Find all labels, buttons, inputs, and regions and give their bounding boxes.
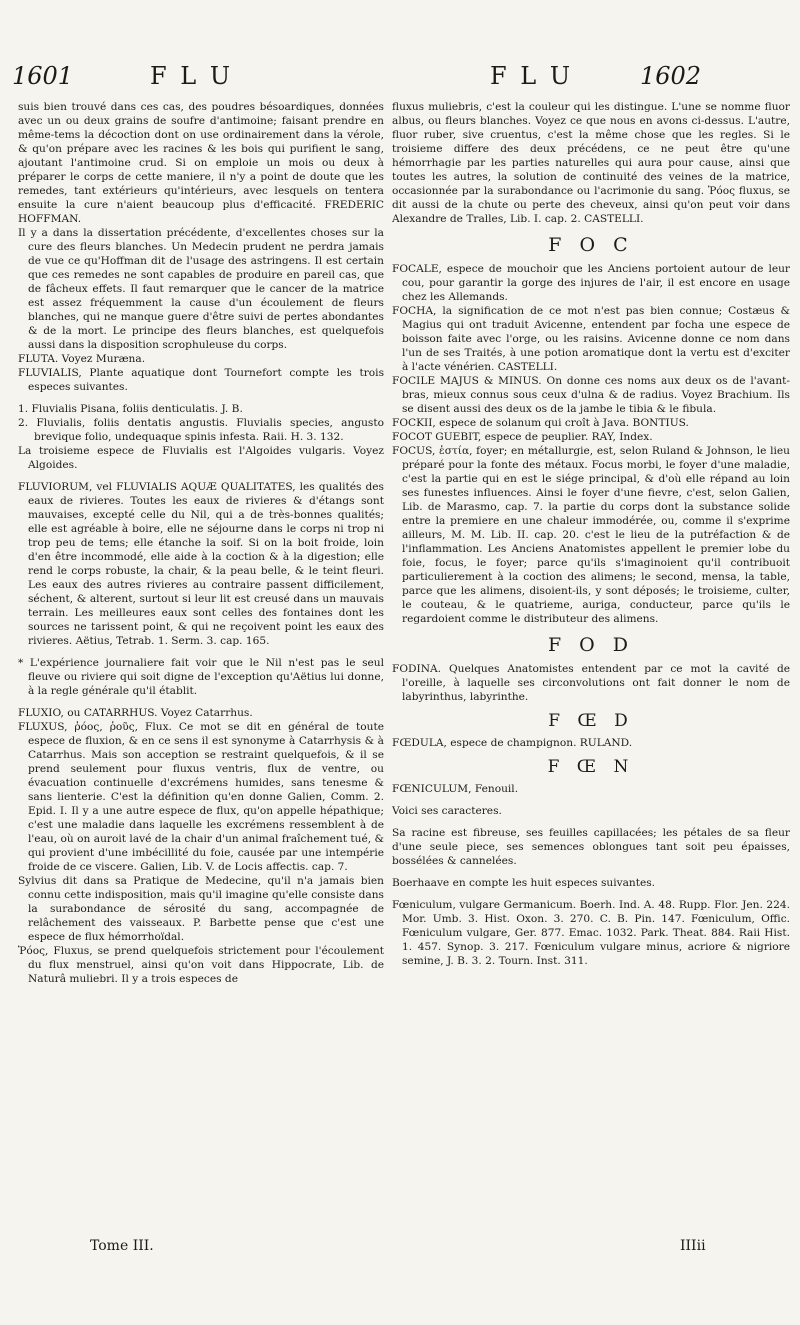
paragraph-hoffman-end: suis bien trouvé dans ces cas, des poudres bésoardiques, données avec un ou deux grains de soufre d'antimoine; faisant prendre en même-tems la décoction dont on use ordinairement dans la vérole, & qu'on prépare avec les racines & les bois qui purifient le sang, ajoutant l'antimoine crud. Si on emploie un mois ou deux à préparer le corps de cette maniere, il n'y a point de doute que les remedes, tant extérieurs qu'intérieurs, avec lesquels on tentera ensuite la cure n'aient beaucoup plus d'efficacité. FREDERIC HOFFMAN. [18,101,384,225]
paragraph-caracteres: Voici ses caracteres. [392,805,502,817]
entry-focile: FOCILE MAJUS & MINUS. On donne ces noms aux deux os de l'avant-bras, mieux connus sous ceux d'ulna & de radius. Voyez Brachium. Ils se disent aussi des deux os de la jambe le tibia & le fibula. [392,375,790,415]
right-column [392,100,790,968]
left-column [18,100,384,986]
right-running-head: F L U [490,62,574,90]
section-heading-foc: F O C [548,234,634,256]
paragraph-fleurs-blanches: Il y a dans la dissertation précédente, d'excellentes choses sur la cure des fleurs blanches. Un Medecin prudent ne perdra jamais de vue ce qu'Hoffman dit de l'usage des astringens. Il est certain que ces remedes ne sont capables de produire en pareil cas, que de fâcheux effets. Il faut remarquer que le cancer de la matrice est assez fréquemment la cause d'un écoulement de fleurs blanches, qui ne manque guere d'être suivi de pertes abondantes & de la mort. Le principe des fleurs blanches, est quelquefois aussi dans la disposition scrophuleuse du corps. [18,227,384,351]
paragraph-sylvius: Sylvius dit dans sa Pratique de Medecine, qu'il n'a jamais bien connu cette indisposition, mais qu'il imagine qu'elle consiste dans la surabondance de sérosité du sang, accompagnée de relâchement des vaisseaux. P. Barbette pense que c'est une espece de flux hémorrhoïdal. [18,875,384,943]
entry-focale: FOCALE, espece de mouchoir que les Anciens portoient autour de leur cou, pour garantir la gorge des injures de l'air, il est encore en usage chez les Allemands. [392,263,790,303]
foeniculum-species-1: Fœniculum, vulgare Germanicum. Boerh. Ind. A. 48. Rupp. Flor. Jen. 224. Mor. Umb. 3. Hist. Oxon. 3. 270. C. B. Pin. 147. Fœniculum, Offic. Fœniculum vulgare, Ger. 877. Emac. 1032. Park. Theat. 884. Raii Hist. 1. 457. Synop. 3. 217. Fœniculum vulgare minus, acriore & nigriore semine, J. B. 3. 2. Tourn. Inst. 311. [392,899,790,967]
section-heading-foen: F Œ N [547,757,635,777]
entry-fluxus: FLUXUS, ῥόος, ῥοῦς, Flux. Ce mot se dit en général de toute espece de fluxion, & en ce sens il est synonyme à Catarrhysis & à Catarrhus. Mais son acception se restraint quelquefois, & il se prend seulement pour fluxus ventris, flux de ventre, ou évacuation continuelle d'excrémens humides, sans tenesme & sans lienterie. C'est la définition qu'en donne Galien, Comm. 2. Epid. I. Il y a une autre espece de flux, qu'on appelle hépathique; c'est une maladie dans laquelle les excrémens ressemblent à de l'eau, où on auroit lavé de la chair d'un animal fraîchement tué, & qui provient d'une imbécillité du foie, causée par une intempérie froide de ce viscere. Galien, Lib. V. de Locis affectis. cap. 7. [18,721,384,873]
note-nil: * L'expérience journaliere fait voir que le Nil n'est pas le seul fleuve ou riviere qui soit digne de l'exception qu'Aëtius lui donne, à la regle générale qu'il établit. [18,657,384,697]
entry-focha: FOCHA, la signification de ce mot n'est pas bien connue; Costæus & Magius qui ont traduit Avicenne, entendent par focha une espece de boisson faite avec l'orge, ou les raisins. Avicenne donne ce nom dans l'un de ses Traités, à une potion aromatique dont la vertu est d'exciter à l'acte vénérien. CASTELLI. [392,305,790,373]
paragraph-rhoos: Ῥόος, Fluxus, se prend quelquefois strictement pour l'écoulement du flux menstruel, ainsi qu'on voit dans Hippocrate, Lib. de Naturâ muliebri. Il y a trois especes de [18,945,384,985]
entry-focus: FOCUS, ἑστία, foyer; en métallurgie, est, selon Ruland & Johnson, le lieu préparé pour la fonte des métaux. Focus morbi, le foyer d'une maladie, c'est la partie qui en est le siége principal, & d'où elle répand au loin ses funestes influences. Ainsi le foyer d'une fievre, c'est, selon Galien, Lib. de Marasmo, cap. 7. la partie du corps dont la substance solide entre la premiere en une chaleur immodérée, ou, comme il s'exprime ailleurs, M. M. Lib. II. cap. 20. c'est le lieu de la putréfaction & de l'inflammation. Les Anciens Anatomistes appellent le premier lobe du foie, focus, le foyer; parce qu'ils s'imaginoient qu'il contribuoit particulierement à la coction des alimens; le second, mensa, la table, parce que les alimens, disoient-ils, y sont déposés; le troisieme, culter, le couteau, & le quatrieme, auriga, conducteur, parce qu'ils le regardoient comme le distributeur des alimens. [392,445,790,625]
signature-mark: IIIii [680,1238,706,1254]
left-running-head: F L U [150,62,234,90]
right-page-number: 1602 [640,62,702,90]
entry-fluviorum: FLUVIORUM, vel FLUVIALIS AQUÆ QUALITATES, les qualités des eaux de rivieres. Toutes les eaux de rivieres & d'étangs sont mauvaises, excepté celle du Nil, qui a de très-bonnes qualités; elle est agréable à boire, elle ne séjourne dans le corps ni trop ni trop peu de tems; elle étanche la soif. Si on la boit froide, loin d'en être incommodé, elle aide à la coction & à la digestion; elle rend le corps robuste, la chair, & la peau belle, & le teint fleuri. Les eaux des autres rivieres au contraire passent difficilement, séchent, & alterent, surtout si leur lit est creusé dans un mauvais terrain. Les meilleures eaux sont celles des fontaines dont les sources ne tarissent point, & qui ne reçoivent point les eaux des rivieres. Aëtius, Tetrab. 1. Serm. 3. cap. 165. [18,481,384,647]
page-header [0,62,800,98]
left-page-number: 1601 [12,62,74,90]
entry-foeniculum: FŒNICULUM, Fenouil. [392,783,519,795]
entry-fluxio: FLUXIO, ou CATARRHUS. Voyez Catarrhus. [18,707,253,719]
fluvialis-species-3: La troisieme espece de Fluvialis est l'Algoides vulgaris. Voyez Algoides. [18,445,384,471]
paragraph-racine: Sa racine est fibreuse, ses feuilles capillacées; les pétales de sa fleur d'une seule piece, ses semences oblongues tant soit peu épaisses, bossélées & cannelées. [392,827,790,867]
fluvialis-species-2: 2. Fluvialis, foliis dentatis angustis. Fluvialis species, angusto brevique folio, undequaque spinis infesta. Raii. H. 3. 132. [18,417,384,443]
entry-fodina: FODINA. Quelques Anatomistes entendent par ce mot la cavité de l'oreille, à laquelle ses circonvolutions ont fait donner le nom de labyrinthus, labyrinthe. [392,663,790,703]
entry-fockii: FOCKII, espece de solanum qui croît à Java. BONTIUS. [392,417,689,429]
paragraph-fluxus-muliebris: fluxus muliebris, c'est la couleur qui les distingue. L'une se nomme fluor albus, ou fleurs blanches. Voyez ce que nous en avons ci-dessus. L'autre, fluor ruber, sive cruentus, c'est la même chose que les regles. Si le troisieme differe des deux précédens, ce ne peut être qu'une hémorrhagie par les parties naturelles qui aura pour cause, ainsi que toutes les autres, la solution de continuité des veines de la matrice, occasionnée par la surabondance ou l'acrimonie du sang. Ῥόος fluxus, se dit aussi de la chute ou perte des cheveux, ainsi qu'on peut voir dans Alexandre de Tralles, Lib. I. cap. 2. CASTELLI. [392,101,790,225]
section-heading-fod: F O D [547,634,635,656]
entry-fluta: FLUTA. Voyez Muræna. [18,353,146,365]
entry-foedula: FŒDULA, espece de champignon. RULAND. [392,737,633,749]
section-heading-foed: F Œ D [548,711,634,731]
entry-fluvialis: FLUVIALIS, Plante aquatique dont Tournefort compte les trois especes suivantes. [18,367,384,393]
fluvialis-species-1: 1. Fluvialis Pisana, foliis denticulatis. J. B. [18,403,243,415]
entry-focot-guebit: FOCOT GUEBIT, espece de peuplier. RAY, Index. [392,431,653,443]
paragraph-boerhaave: Boerhaave en compte les huit especes suivantes. [392,877,656,889]
volume-label: Tome III. [90,1238,154,1254]
